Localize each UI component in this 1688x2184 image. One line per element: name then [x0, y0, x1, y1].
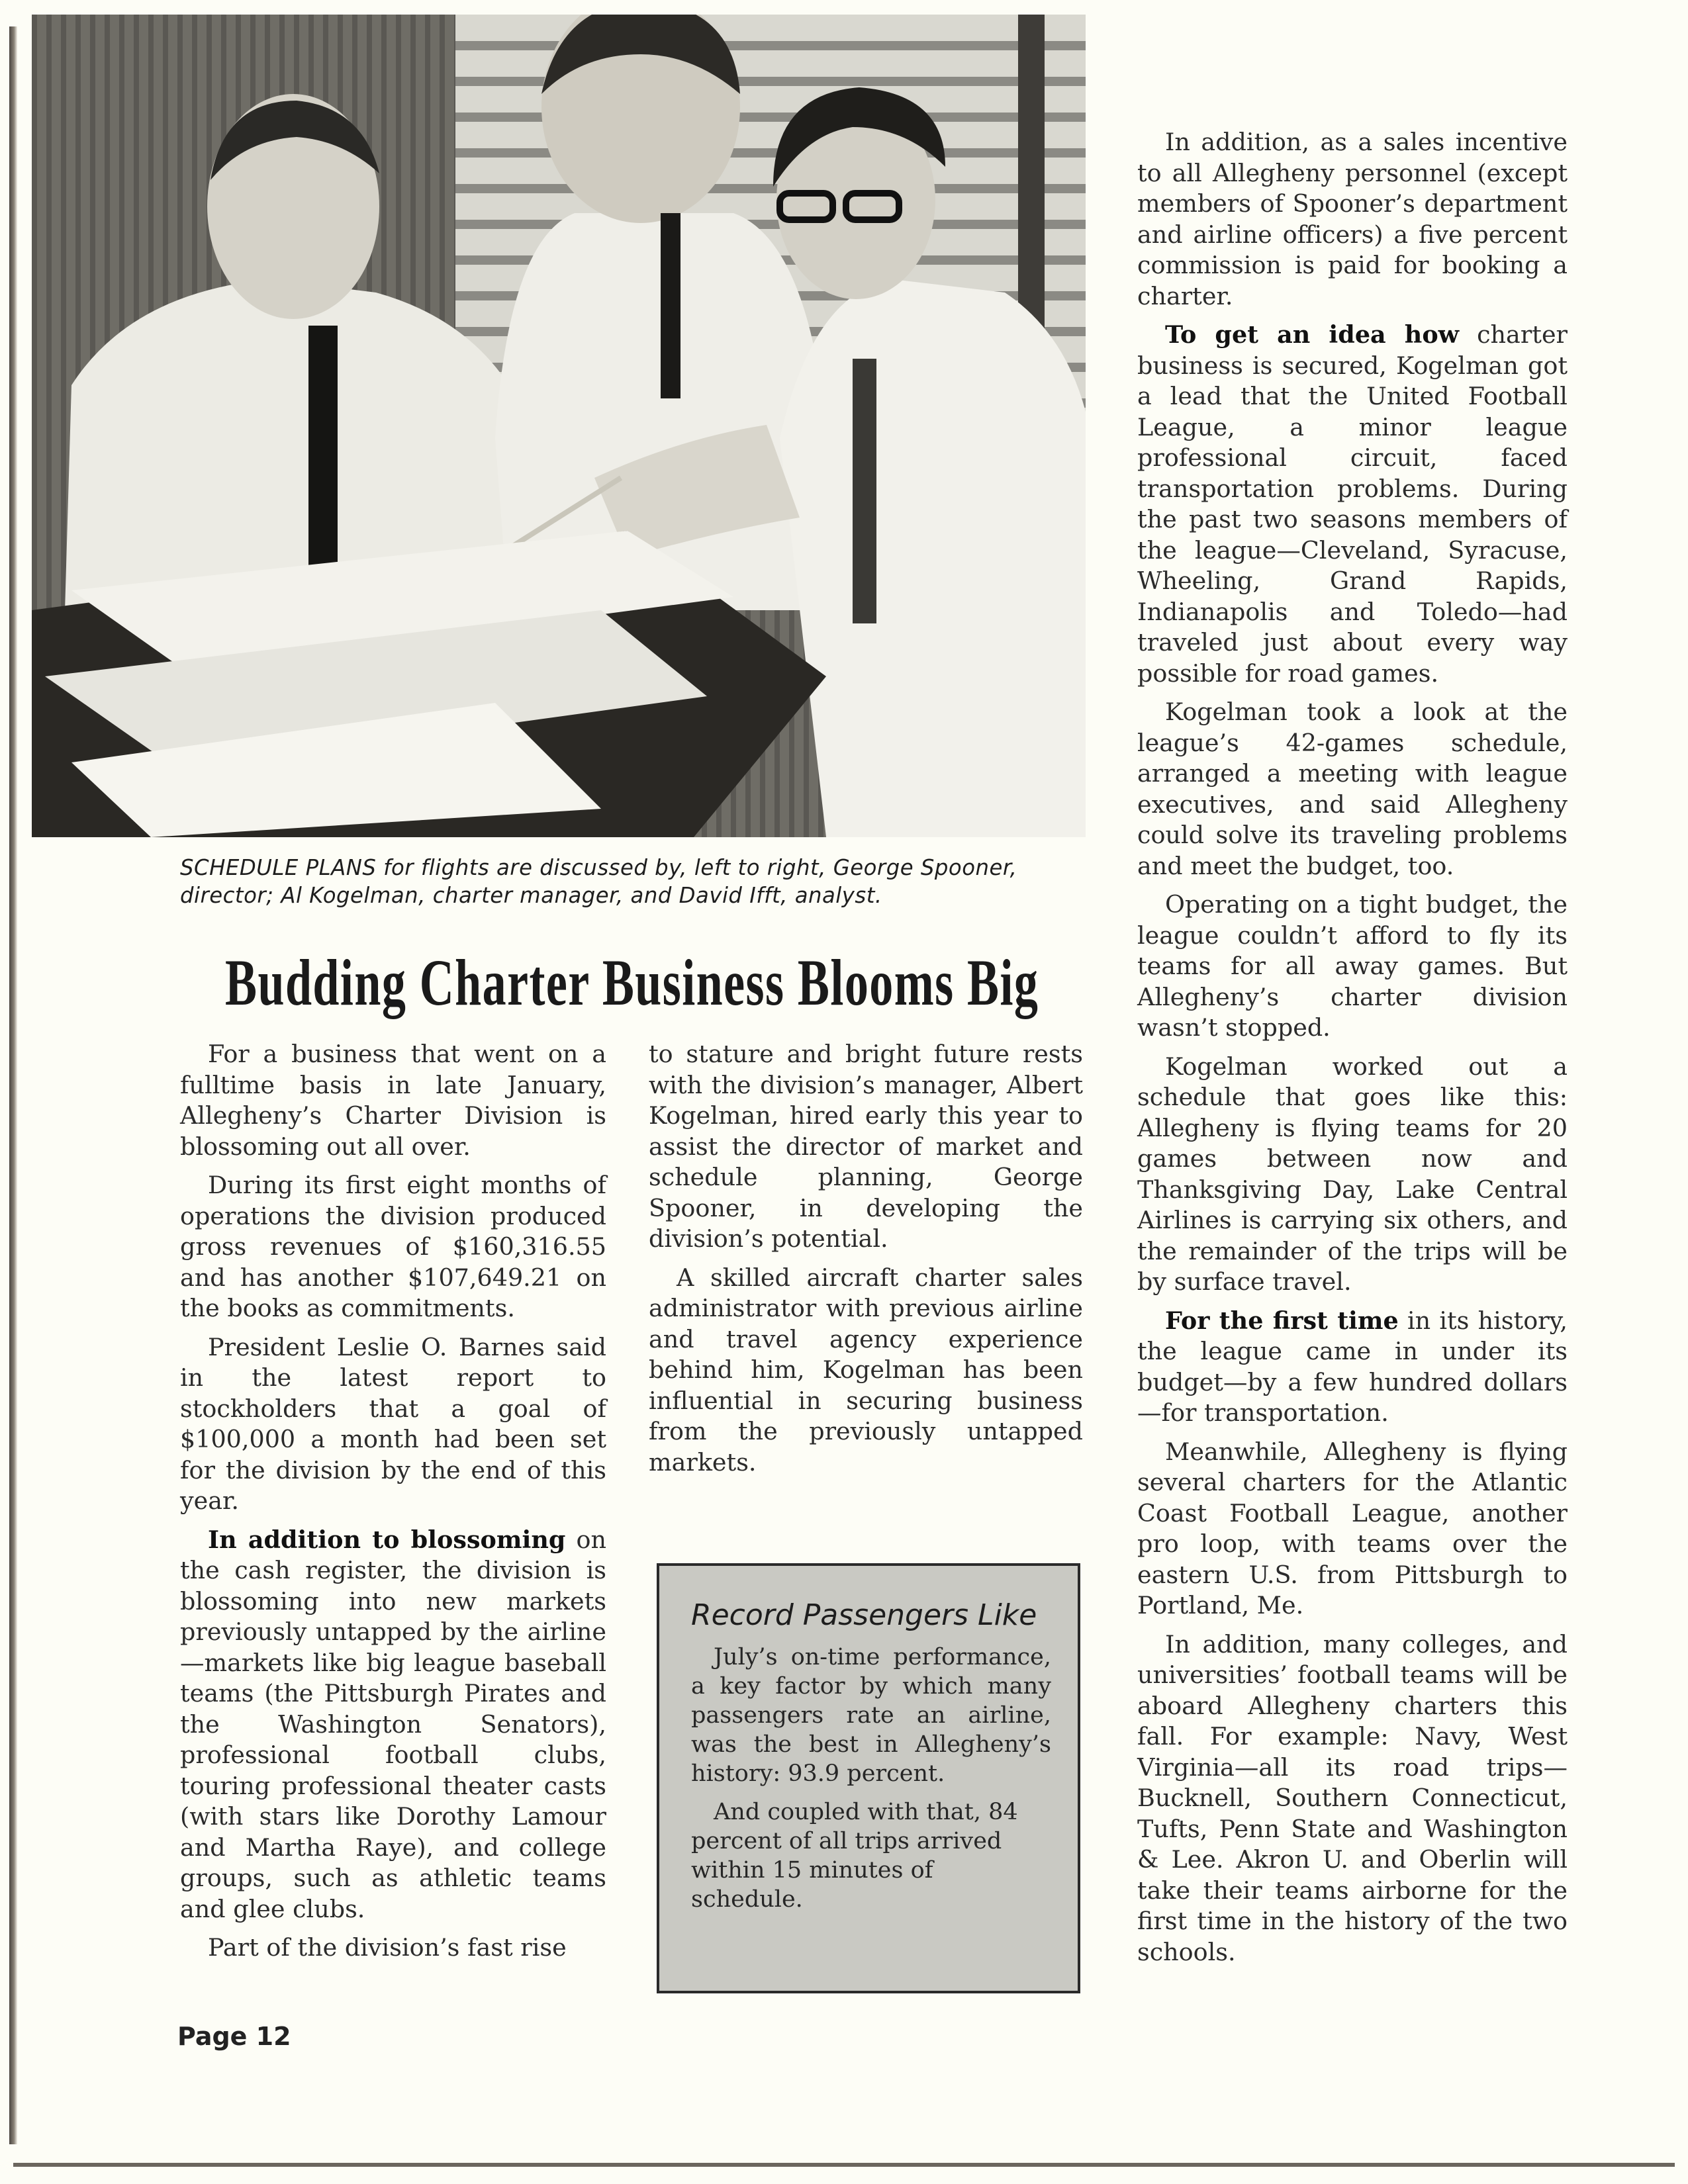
- caption-lead: SCHEDULE PLANS: [180, 854, 377, 880]
- article-column-2: [649, 1039, 1083, 1486]
- paragraph: In addition to blossoming on the cash register, the division is blossoming into new markets previously untapped by the airline—markets like big league baseball teams (the Pittsburgh Pirates and the Washington Senators), professional football clubs, touring professional theater casts (with stars like Dorothy Lamour and Martha Raye), and college groups, such as athletic teams and glee clubs.: [180, 1525, 606, 1923]
- paragraph: For a business that went on a fulltime basis in late January, Allegheny’s Charter Division is blossoming out all over.: [180, 1040, 606, 1161]
- paragraph: Kogelman worked out a schedule that goes like this: Allegheny is flying teams for 20 games between now and Thanksgiving Day, Lake Central Airlines is carrying six others, and the remainder of the trips will be by surface travel.: [1137, 1052, 1568, 1296]
- run-in-head: To get an idea how: [1165, 320, 1460, 349]
- paragraph: Kogelman took a look at the league’s 42-games schedule, arranged a meeting with league executives, and said Allegheny could solve its traveling problems and meet the budget, too.: [1137, 698, 1568, 880]
- sidebar-box: [657, 1563, 1080, 1993]
- caption-text: for flights are discussed by, left to right, George Spooner, director; Al Kogelman, charter manager, and David Ifft, analyst.: [180, 854, 1017, 908]
- paragraph: Meanwhile, Allegheny is flying several charters for the Atlantic Coast Football League, another pro loop, with teams over the eastern U.S. from Pittsburgh to Portland, Me.: [1137, 1437, 1568, 1619]
- run-in-head: For the first time: [1165, 1306, 1399, 1335]
- middle-man-tie: [661, 213, 680, 398]
- left-man-tie: [308, 326, 338, 577]
- paragraph: To get an idea how charter business is secured, Kogelman got a lead that the United Football League, a minor league professional circuit, faced transportation problems. During the past two seasons members of the league—Cleveland, Syracuse, Wheeling, Grand Rapids, Indianapolis and Toledo—had traveled just about every way possible for road games.: [1137, 320, 1568, 688]
- paragraph: In addition, many colleges, and universities’ football teams will be aboard Allegheny charters this fall. For example: Navy, West Virginia—all its road trips—Bucknell, Southern Connecticut, Tufts, Penn State and Washington & Lee. Akron U. and Oberlin will take their teams airborne for the first time in the history of the two schools.: [1137, 1629, 1568, 1966]
- paragraph: President Leslie O. Barnes said in the latest report to stockholders that a goal of $100,000 a month had been set for the division by the end of this year.: [180, 1332, 606, 1515]
- sidebar-paragraph: And coupled with that, 84 percent of all trips arrived within 15 minutes of schedule.: [691, 1799, 1018, 1913]
- run-in-head: In addition to blossoming: [208, 1525, 566, 1554]
- article-column-1: [180, 1039, 606, 1972]
- paragraph: In addition, as a sales incentive to all Allegheny personnel (except members of Spooner’s department and airline officers) a five percent commission is paid for booking a charter.: [1137, 128, 1568, 310]
- photo-image-icon: [32, 15, 1086, 837]
- right-man-shirt: [780, 279, 1086, 837]
- paragraph: During its first eight months of operations the division produced gross revenues of $160,316.55 and has another $107,649.21 on the books as commitments.: [180, 1171, 606, 1322]
- page-bottom-edge: [13, 2163, 1675, 2167]
- article-column-3: [1137, 127, 1568, 1976]
- paragraph: A skilled aircraft charter sales administrator with previous airline and travel agency experience behind him, Kogelman has been influential in securing business from the previously untapped markets.: [649, 1263, 1083, 1477]
- sidebar-paragraph: July’s on-time performance, a key factor by which many passengers rate an airline, was the best in Allegheny’s history: 93.9 percent.: [691, 1644, 1051, 1787]
- paragraph: For the first time in its history, the league came in under its budget—by a few hundred dollars—for transportation.: [1137, 1306, 1568, 1427]
- paragraph: Part of the division’s fast rise: [208, 1933, 567, 1962]
- page-binding-edge: [9, 26, 17, 2144]
- sidebar-title: Record Passengers Like: [691, 1598, 1037, 1632]
- paragraph-continued: to stature and bright future rests with the division’s manager, Albert Kogelman, hired early this year to assist the director of market and schedule planning, George Spooner, in developing the division’s potential.: [649, 1040, 1083, 1253]
- paragraph: Operating on a tight budget, the league couldn’t afford to fly its teams for all away games. But Allegheny’s charter division wasn’t stopped.: [1137, 890, 1568, 1042]
- right-man-tie: [853, 359, 876, 623]
- article-headline: Budding Charter Business Blooms Big: [225, 946, 1039, 1019]
- article-photo: [32, 15, 1086, 837]
- photo-caption: [180, 854, 1075, 909]
- page-number: Page 12: [177, 2022, 291, 2051]
